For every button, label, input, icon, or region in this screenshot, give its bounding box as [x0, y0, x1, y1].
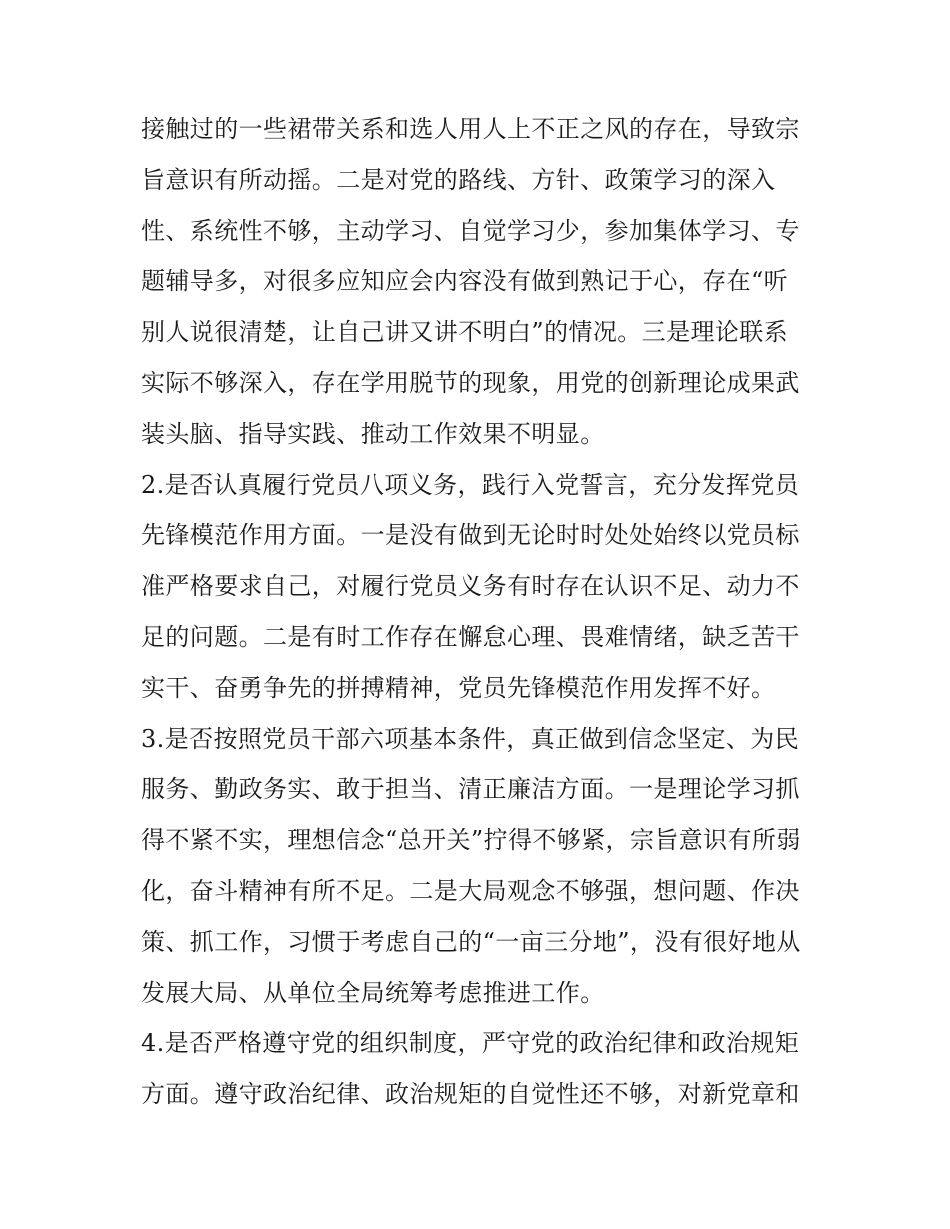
text-line: 接触过的一些裙带关系和选人用人上不正之风的存在，导致宗	[141, 115, 800, 143]
text-line: 性、系统性不够，主动学习、自觉学习少，参加集体学习、专	[141, 216, 800, 245]
text-line: 旨意识有所动摇。二是对党的路线、方针、政策学习的深入	[141, 165, 776, 194]
text-line: 准严格要求自己，对履行党员义务有时存在认识不足、动力不	[141, 572, 800, 601]
section-heading-2: 2.是否认真履行党员八项义务，践行入党誓言，充分发挥党员	[141, 470, 800, 499]
section-heading-4: 4.是否严格遵守党的组织制度，严守党的政治纪律和政治规矩	[141, 1029, 800, 1058]
text-line: 发展大局、从单位全局统筹考虑推进工作。	[141, 978, 605, 1007]
text-line: 实干、奋勇争先的拼搏精神，党员先锋模范作用发挥不好。	[141, 673, 776, 702]
text-line: 化，奋斗精神有所不足。二是大局观念不够强，想问题、作决	[141, 876, 800, 905]
text-line: 别人说很清楚，让自己讲又讲不明白”的情况。三是理论联系	[141, 318, 789, 347]
text-line: 方面。遵守政治纪律、政治规矩的自觉性还不够，对新党章和	[141, 1080, 800, 1109]
text-line: 题辅导多，对很多应知应会内容没有做到熟记于心，存在“听	[141, 267, 789, 296]
text-line: 得不紧不实，理想信念“总开关”拧得不够紧，宗旨意识有所弱	[141, 826, 801, 855]
text-line: 策、抓工作，习惯于考虑自己的“一亩三分地”，没有很好地从	[141, 927, 801, 956]
text-line: 实际不够深入，存在学用脱节的现象，用党的创新理论成果武	[141, 368, 800, 397]
text-line: 装头脑、指导实践、推动工作效果不明显。	[141, 419, 605, 448]
section-heading-3: 3.是否按照党员干部六项基本条件，真正做到信念坚定、为民	[141, 724, 800, 753]
text-line: 先锋模范作用方面。一是没有做到无论时时处处始终以党员标	[141, 521, 800, 550]
text-line: 服务、勤政务实、敢于担当、清正廉洁方面。一是理论学习抓	[141, 775, 800, 804]
document-body	[141, 104, 821, 1120]
text-line: 足的问题。二是有时工作存在懈怠心理、畏难情绪，缺乏苦干	[141, 622, 800, 651]
